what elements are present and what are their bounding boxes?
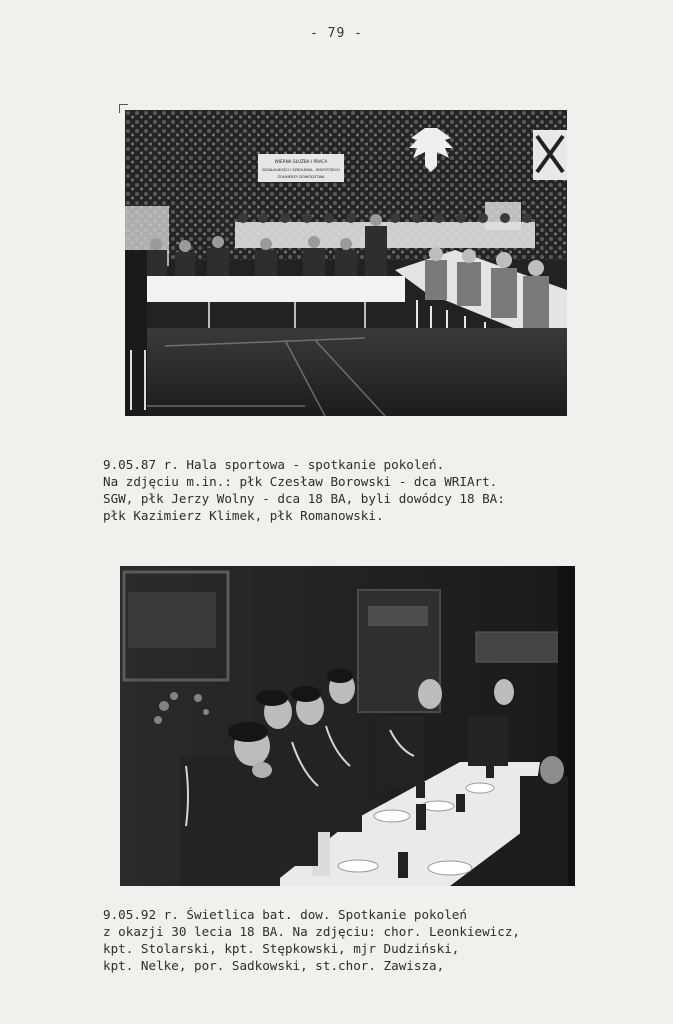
banner-line-1: WIERNA SŁUŻBA I PRACA [274,159,328,164]
caption-2-line-2: z okazji 30 lecia 18 BA. Na zdjęciu: chor. Leonkiewicz, [103,924,521,939]
page-number: - 79 - [310,26,363,41]
photo-sports-hall-image [125,110,567,416]
photo-common-room-meeting [120,566,575,886]
caption-2-line-3: kpt. Stolarski, kpt. Stępkowski, mjr Dudziński, [103,941,460,956]
caption-2-line-4: kpt. Nelke, por. Sadkowski, st.chor. Zawisza, [103,958,445,973]
banner-line-2: DZIAŁALNOŚCI I SZKOLENIA - WSZYSTKICH [262,168,340,172]
caption-1-line-3: SGW, płk Jerzy Wolny - dca 18 BA, byli dowódcy 18 BA: [103,491,505,506]
banner-line-3: ŻOŁNIERZY DOWÓDZTWA [277,175,325,179]
artillery-emblem-icon [533,130,567,180]
caption-2-line-1: 9.05.92 r. Świetlica bat. dow. Spotkanie pokoleń [103,907,467,922]
photo-caption-2 [103,906,520,974]
caption-1-line-1: 9.05.87 r. Hala sportowa - spotkanie pokoleń. [103,457,445,472]
photo-caption-1 [103,456,505,524]
photo-common-room-image [120,566,575,886]
photo-sports-hall-meeting [125,110,567,416]
caption-1-line-2: Na zdjęciu m.in.: płk Czesław Borowski - dca WRIArt. [103,474,498,489]
caption-1-line-4: płk Kazimierz Klimek, płk Romanowski. [103,508,384,523]
